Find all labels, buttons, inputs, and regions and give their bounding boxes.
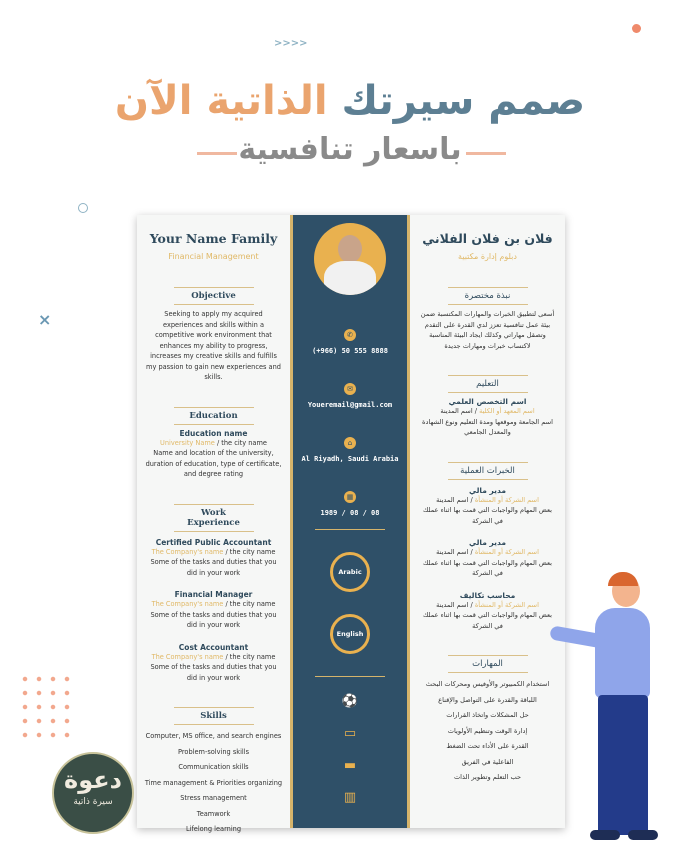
university-ar: اسم المعهد أو الكلية bbox=[479, 407, 535, 415]
company: The Company's name bbox=[151, 600, 224, 608]
person-illustration bbox=[560, 620, 670, 850]
mail-icon: ✉ bbox=[344, 383, 356, 395]
job-desc: Some of the tasks and duties that you did in your work bbox=[150, 558, 277, 577]
section-title: الخبرات العملية bbox=[448, 462, 528, 480]
skill-item: حب التعلم وتطوير الذات bbox=[453, 773, 522, 781]
skill-item: الفاعلية في الفريق bbox=[461, 757, 514, 766]
job-entry bbox=[137, 590, 290, 631]
job-entry bbox=[410, 591, 565, 632]
objective-text-ar: أسعى لتطبيق الخبرات والمهارات المكتسبة ضمن بيئة عمل تنافسية تعزز لدي القدرة على التقدم وتصقل مهاراتي وكذلك ايجاد البيئة المناسبة لاكتساب خبرات ومهارات جديدة bbox=[420, 310, 555, 350]
skill-item: Computer, MS office, and search engines bbox=[145, 732, 282, 740]
calendar-icon: ▦ bbox=[344, 491, 356, 503]
skill-item: Communication skills bbox=[178, 763, 249, 771]
job-desc: بعض المهام والواجبات التي قمت بها اثناء عملك في الشركة bbox=[423, 611, 552, 630]
cv-english-column bbox=[137, 215, 290, 833]
job-desc: بعض المهام والواجبات التي قمت بها اثناء عملك في الشركة bbox=[423, 558, 552, 577]
skill-item: استخدام الكمبيوتر والأوفيس ومحركات البحث bbox=[425, 680, 550, 688]
home-icon: ⌂ bbox=[344, 437, 356, 449]
language-english: English bbox=[330, 614, 370, 654]
city: / اسم المدينة bbox=[436, 600, 475, 609]
email: Youeremail@gmail.com bbox=[307, 401, 393, 409]
logo-mark: دعوة bbox=[64, 766, 122, 794]
book-icon: ▭ bbox=[343, 726, 357, 741]
profile-photo bbox=[314, 223, 386, 295]
objective-text: Seeking to apply my acquired experiences and skills within a competitive work environment that enhances my ability to progress, increases my creative skills and fulfills my passion to gain new experiences and skills. bbox=[146, 310, 281, 381]
job-entry bbox=[410, 538, 565, 579]
language-arabic: Arabic bbox=[330, 552, 370, 592]
skill-item: Time management & Priorities organizing bbox=[144, 778, 283, 787]
job-entry bbox=[137, 538, 290, 579]
section-title: Work Experience bbox=[174, 504, 254, 532]
city-ar: / اسم المدينة bbox=[440, 407, 480, 415]
football-icon: ⚽ bbox=[341, 694, 359, 709]
city: / the city name bbox=[223, 600, 276, 608]
cross-decoration: × bbox=[38, 310, 52, 329]
job-title: مدير مالي bbox=[469, 538, 506, 547]
title-part-2: الذاتية الآن bbox=[114, 78, 328, 124]
job-title: مدير مالي bbox=[469, 485, 506, 495]
city: / اسم المدينة bbox=[436, 548, 475, 556]
section-title: Objective bbox=[174, 287, 254, 305]
company: The Company's name bbox=[151, 652, 224, 661]
skill-item: Stress management bbox=[180, 794, 247, 802]
company: اسم الشركة أو المنشأة bbox=[474, 495, 539, 504]
job-entry bbox=[137, 643, 290, 684]
skill-item: Teamwork bbox=[196, 809, 231, 818]
city: / the city name bbox=[214, 438, 267, 447]
title-part-1: صمم سيرتك bbox=[341, 78, 586, 124]
cv-name: Your Name Family bbox=[149, 231, 278, 246]
phone: (+966) 50 555 8888 bbox=[312, 347, 388, 355]
cv-name-ar: فلان بن فلان الفلاني bbox=[422, 231, 553, 246]
skill-item: Problem-solving skills bbox=[177, 747, 250, 756]
map-icon: ▥ bbox=[343, 790, 357, 805]
skill-item: Lifelong learning bbox=[185, 825, 242, 833]
dots-decoration bbox=[18, 672, 78, 742]
page-subtitle: باسعار تنافسية bbox=[238, 132, 462, 167]
company: The Company's name bbox=[151, 547, 224, 556]
circle-decoration bbox=[78, 203, 88, 213]
cv-contact-column bbox=[290, 215, 410, 828]
location: Al Riyadh, Saudi Arabia bbox=[301, 455, 399, 463]
university: University Name bbox=[160, 438, 215, 447]
cv-role: Financial Management bbox=[168, 252, 259, 261]
cv-preview bbox=[137, 215, 565, 833]
company: اسم الشركة أو المنشأة bbox=[474, 600, 539, 609]
cv-arabic-column bbox=[410, 215, 565, 828]
brand-logo bbox=[52, 752, 134, 834]
education-name: Education name bbox=[179, 428, 248, 438]
section-title: نبذة مختصرة bbox=[448, 287, 528, 305]
section-title: Education bbox=[174, 407, 254, 425]
skill-item: اللباقة والقدرة على التواصل والإقناع bbox=[438, 695, 537, 704]
company: اسم الشركة أو المنشأة bbox=[474, 548, 539, 556]
job-desc: Some of the tasks and duties that you did in your work bbox=[150, 663, 277, 682]
job-title: Cost Accountant bbox=[178, 642, 249, 652]
phone-icon: ✆ bbox=[344, 329, 356, 341]
birth-date: 1989 / 08 / 08 bbox=[320, 509, 380, 517]
section-title: المهارات bbox=[448, 655, 528, 673]
page-title bbox=[0, 78, 700, 124]
education-desc-ar: اسم الجامعة وموقعها ومدة التعليم ونوع الشهادة والمعدل الجامعي bbox=[422, 417, 553, 436]
city: / the city name bbox=[223, 652, 276, 661]
laptop-icon: ▬ bbox=[343, 758, 357, 773]
job-desc: بعض المهام والواجبات التي قمت بها اثناء عملك في الشركة bbox=[423, 506, 552, 525]
logo-caption: سيرة ذاتية bbox=[73, 797, 113, 807]
job-title: Certified Public Accountant bbox=[155, 537, 272, 547]
job-desc: Some of the tasks and duties that you did in your work bbox=[150, 610, 277, 629]
section-title: التعليم bbox=[448, 375, 528, 393]
city: / اسم المدينة bbox=[436, 495, 475, 504]
skill-item: القدرة على الأداء تحت الضغط bbox=[446, 742, 529, 750]
job-title: Financial Manager bbox=[174, 590, 253, 599]
skill-item: حل المشكلات واتخاذ القرارات bbox=[446, 711, 529, 719]
arrows-decoration: >>>> bbox=[274, 38, 308, 49]
city: / the city name bbox=[223, 547, 276, 556]
skill-item: إدارة الوقت وتنظيم الأولويات bbox=[447, 726, 528, 735]
job-title: محاسب تكاليف bbox=[459, 590, 516, 600]
cv-role-ar: دبلوم إدارة مكتبية bbox=[458, 252, 517, 261]
education-name-ar: اسم التخصص العلمي bbox=[448, 397, 527, 406]
education-desc: Name and location of the university, duration of education, type of certificate, and degree rating bbox=[145, 449, 282, 478]
dot-decoration bbox=[632, 24, 641, 33]
section-title: Skills bbox=[174, 707, 254, 725]
job-entry bbox=[410, 486, 565, 527]
